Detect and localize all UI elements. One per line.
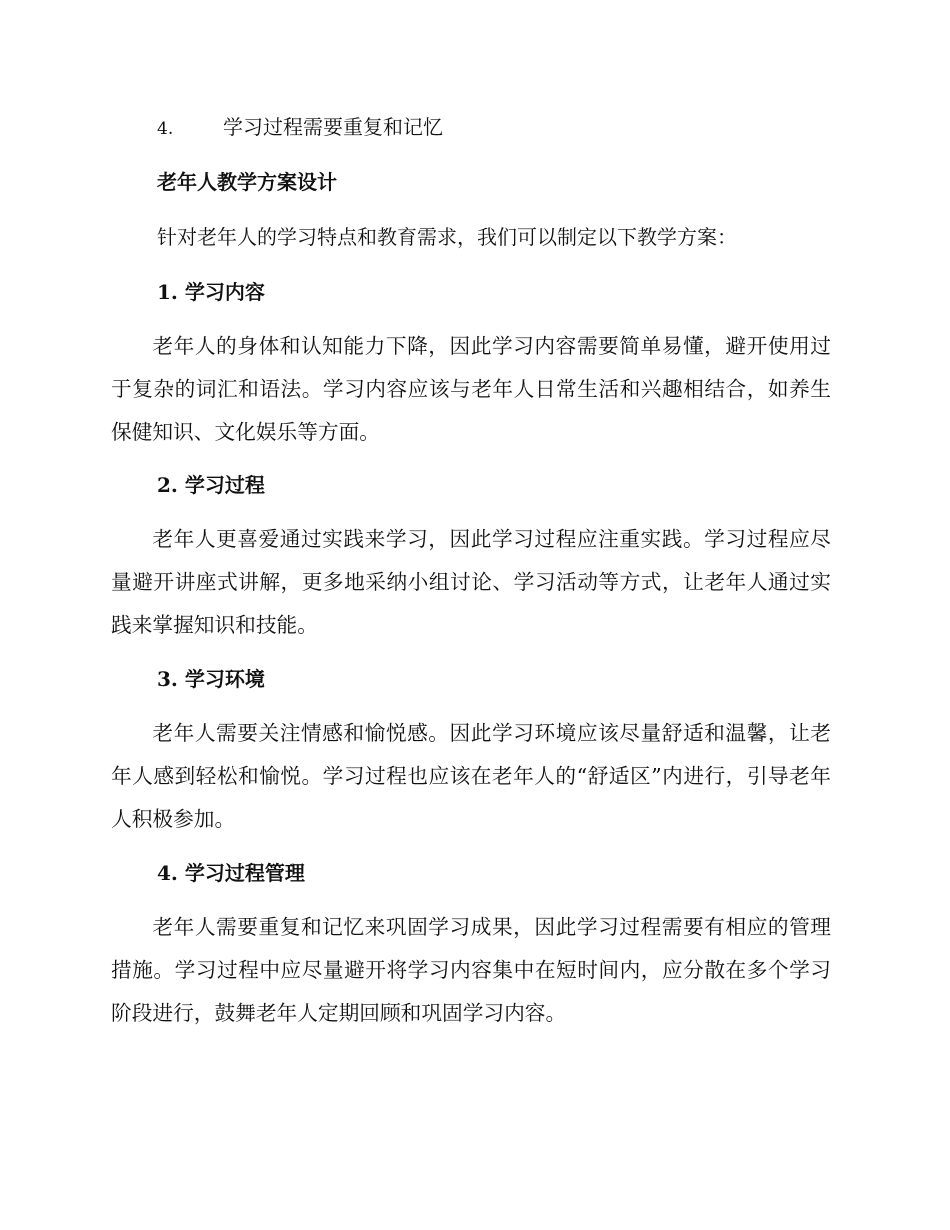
list-item-text: 学习过程需要重复和记忆 — [223, 115, 443, 139]
paragraph-process-management: 老年人需要重复和记忆来巩固学习成果，因此学习过程需要有相应的管理措施。学习过程中应尽量避开将学习内容集中在短时间内，应分散在多个学习阶段进行，鼓舞老年人定期回顾和巩固学习内容。 — [111, 915, 831, 1025]
heading-learning-content: 1. 学习内容 — [157, 280, 265, 304]
paragraph-learning-content: 老年人的身体和认知能力下降，因此学习内容需要简单易懂，避开使用过于复杂的词汇和语法。学习内容应该与老年人日常生活和兴趣相结合，如养生保健知识、文化娱乐等方面。 — [111, 334, 831, 444]
intro-paragraph: 针对老年人的学习特点和教育需求，我们可以制定以下教学方案： — [157, 225, 737, 249]
section-title: 老年人教学方案设计 — [157, 170, 337, 194]
heading-process-management: 4. 学习过程管理 — [157, 861, 305, 885]
list-item — [157, 112, 443, 144]
paragraph-learning-environment: 老年人需要关注情感和愉悦感。因此学习环境应该尽量舒适和温馨，让老年人感到轻松和愉悦。学习过程也应该在老年人的“舒适区”内进行，引导老年人积极参加。 — [111, 721, 831, 831]
heading-learning-process: 2. 学习过程 — [157, 473, 265, 497]
paragraph-learning-process: 老年人更喜爱通过实践来学习，因此学习过程应注重实践。学习过程应尽量避开讲座式讲解，更多地采纳小组讨论、学习活动等方式，让老年人通过实践来掌握知识和技能。 — [111, 527, 831, 637]
list-item-number: 4. — [157, 119, 174, 139]
heading-learning-environment: 3. 学习环境 — [157, 667, 265, 691]
